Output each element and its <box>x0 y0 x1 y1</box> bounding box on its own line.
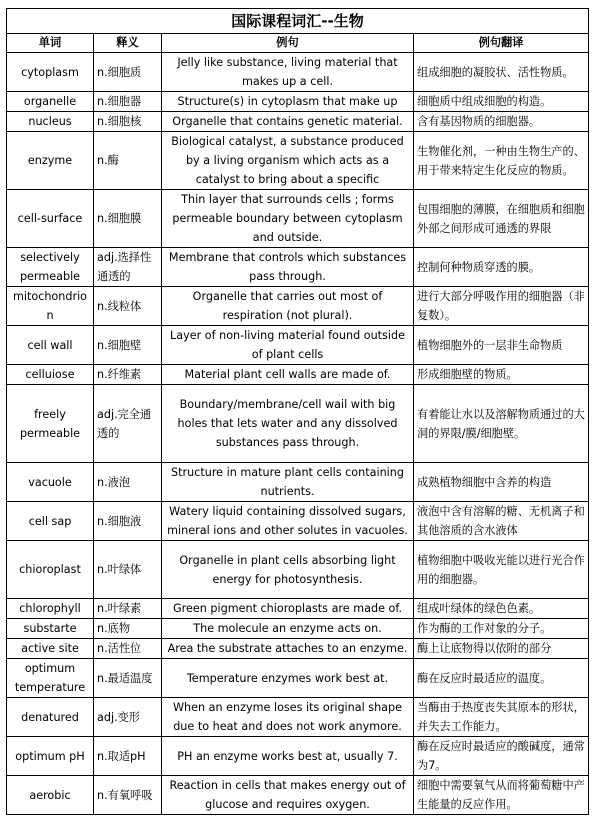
table-row <box>7 619 589 639</box>
word-cell: organelle <box>7 92 94 112</box>
word-cell: aerobic <box>7 776 94 815</box>
example-cell: Membrane that controls which substances pass through. <box>162 248 414 287</box>
word-cell: celluiose <box>7 365 94 385</box>
translation-cell: 组成叶绿体的绿色色素。 <box>414 599 589 619</box>
meaning-cell: adj.变形 <box>94 698 162 737</box>
table-row <box>7 776 589 815</box>
example-cell: Material plant cell walls are made of. <box>162 365 414 385</box>
table-row <box>7 248 589 287</box>
translation-cell: 组成细胞的凝胶状、活性物质。 <box>414 53 589 92</box>
meaning-cell: n.线粒体 <box>94 287 162 326</box>
translation-cell: 植物细胞外的一层非生命物质 <box>414 326 589 365</box>
translation-cell: 酶在反应时最适应的温度。 <box>414 659 589 698</box>
example-cell: Organelle that contains genetic material. <box>162 112 414 132</box>
translation-cell: 液泡中含有溶解的糖、无机离子和其他溶质的含水液体 <box>414 502 589 541</box>
example-cell: Structure in mature plant cells containing nutrients. <box>162 463 414 502</box>
meaning-cell: n.叶绿体 <box>94 541 162 599</box>
header-meaning: 释义 <box>94 34 162 53</box>
word-cell: vacuole <box>7 463 94 502</box>
table-row <box>7 698 589 737</box>
word-cell: substarte <box>7 619 94 639</box>
meaning-cell: n.细胞器 <box>94 92 162 112</box>
meaning-cell: n.纤维素 <box>94 365 162 385</box>
word-cell: cytoplasm <box>7 53 94 92</box>
word-cell: cell sap <box>7 502 94 541</box>
table-row <box>7 502 589 541</box>
example-cell: Reaction in cells that makes energy out of glucose and requires oxygen. <box>162 776 414 815</box>
meaning-cell: n.液泡 <box>94 463 162 502</box>
table-row <box>7 112 589 132</box>
example-cell: Organelle in plant cells absorbing light energy for photosynthesis. <box>162 541 414 599</box>
word-cell: selectively permeable <box>7 248 94 287</box>
example-cell: Watery liquid containing dissolved sugars, mineral ions and other solutes in vacuoles. <box>162 502 414 541</box>
word-cell: chioroplast <box>7 541 94 599</box>
table-body <box>7 53 589 815</box>
translation-cell: 含有基因物质的细胞器。 <box>414 112 589 132</box>
word-cell: denatured <box>7 698 94 737</box>
table-row <box>7 287 589 326</box>
word-cell: cell wall <box>7 326 94 365</box>
meaning-cell: n.叶绿素 <box>94 599 162 619</box>
example-cell: PH an enzyme works best at, usually 7. <box>162 737 414 776</box>
table-row <box>7 599 589 619</box>
meaning-cell: n.底物 <box>94 619 162 639</box>
meaning-cell: n.细胞核 <box>94 112 162 132</box>
translation-cell: 形成细胞壁的物质。 <box>414 365 589 385</box>
example-cell: Organelle that carries out most of respiration (not plural). <box>162 287 414 326</box>
translation-cell: 当酶由于热度丧失其原本的形状，并失去工作能力。 <box>414 698 589 737</box>
translation-cell: 植物细胞中吸收光能以进行光合作用的细胞器。 <box>414 541 589 599</box>
translation-cell: 进行大部分呼吸作用的细胞器（非复数）。 <box>414 287 589 326</box>
word-cell: optimum temperature <box>7 659 94 698</box>
translation-cell: 细胞质中组成细胞的构造。 <box>414 92 589 112</box>
translation-cell: 控制何种物质穿透的膜。 <box>414 248 589 287</box>
example-cell: Layer of non-living material found outside of plant cells <box>162 326 414 365</box>
example-cell: Area the substrate attaches to an enzyme. <box>162 639 414 659</box>
translation-cell: 包围细胞的薄膜，在细胞质和细胞外部之间形成可通透的界限 <box>414 190 589 248</box>
example-cell: Thin layer that surrounds cells ; forms permeable boundary between cytoplasm and outside. <box>162 190 414 248</box>
table-row <box>7 190 589 248</box>
example-cell: Structure(s) in cytoplasm that make up <box>162 92 414 112</box>
vocabulary-table <box>6 8 589 815</box>
meaning-cell: n.细胞膜 <box>94 190 162 248</box>
table-row <box>7 92 589 112</box>
example-cell: When an enzyme loses its original shape due to heat and does not work anymore. <box>162 698 414 737</box>
header-translation: 例句翻译 <box>414 34 589 53</box>
table-row <box>7 132 589 190</box>
table-row <box>7 541 589 599</box>
meaning-cell: n.取适pH <box>94 737 162 776</box>
table-row <box>7 326 589 365</box>
table-row <box>7 365 589 385</box>
meaning-cell: n.细胞液 <box>94 502 162 541</box>
meaning-cell: adj.完全通透的 <box>94 385 162 463</box>
translation-cell: 作为酶的工作对象的分子。 <box>414 619 589 639</box>
word-cell: cell-surface <box>7 190 94 248</box>
meaning-cell: n.细胞壁 <box>94 326 162 365</box>
table-row <box>7 385 589 463</box>
translation-cell: 生物催化剂，一种由生物生产的、用于带来特定生化反应的物质。 <box>414 132 589 190</box>
word-cell: active site <box>7 639 94 659</box>
table-row <box>7 53 589 92</box>
table-row <box>7 639 589 659</box>
meaning-cell: n.细胞质 <box>94 53 162 92</box>
example-cell: The molecule an enzyme acts on. <box>162 619 414 639</box>
word-cell: optimum pH <box>7 737 94 776</box>
word-cell: freely permeable <box>7 385 94 463</box>
example-cell: Temperature enzymes work best at. <box>162 659 414 698</box>
word-cell: chlorophyll <box>7 599 94 619</box>
meaning-cell: adj.选择性通透的 <box>94 248 162 287</box>
header-example: 例句 <box>162 34 414 53</box>
example-cell: Jelly like substance, living material that makes up a cell. <box>162 53 414 92</box>
meaning-cell: n.有氧呼吸 <box>94 776 162 815</box>
translation-cell: 成熟植物细胞中含养的构造 <box>414 463 589 502</box>
meaning-cell: n.最适温度 <box>94 659 162 698</box>
meaning-cell: n.活性位 <box>94 639 162 659</box>
table-row <box>7 737 589 776</box>
table-row <box>7 463 589 502</box>
translation-cell: 有着能让水以及溶解物质通过的大洞的界限/膜/细胞壁。 <box>414 385 589 463</box>
word-cell: mitochondrion <box>7 287 94 326</box>
example-cell: Boundary/membrane/cell wail with big holes that lets water and any dissolved substances pass through. <box>162 385 414 463</box>
word-cell: nucleus <box>7 112 94 132</box>
meaning-cell: n.酶 <box>94 132 162 190</box>
table-row <box>7 659 589 698</box>
translation-cell: 酶在反应时最适应的酸碱度，通常为7。 <box>414 737 589 776</box>
word-cell: enzyme <box>7 132 94 190</box>
table-title: 国际课程词汇--生物 <box>7 9 589 34</box>
translation-cell: 酶上让底物得以依附的部分 <box>414 639 589 659</box>
header-word: 单词 <box>7 34 94 53</box>
translation-cell: 细胞中需要氧气从而将葡萄糖中产生能量的反应作用。 <box>414 776 589 815</box>
example-cell: Green pigment chioroplasts are made of. <box>162 599 414 619</box>
example-cell: Biological catalyst, a substance produced by a living organism which acts as a catalyst to bring about a specific <box>162 132 414 190</box>
